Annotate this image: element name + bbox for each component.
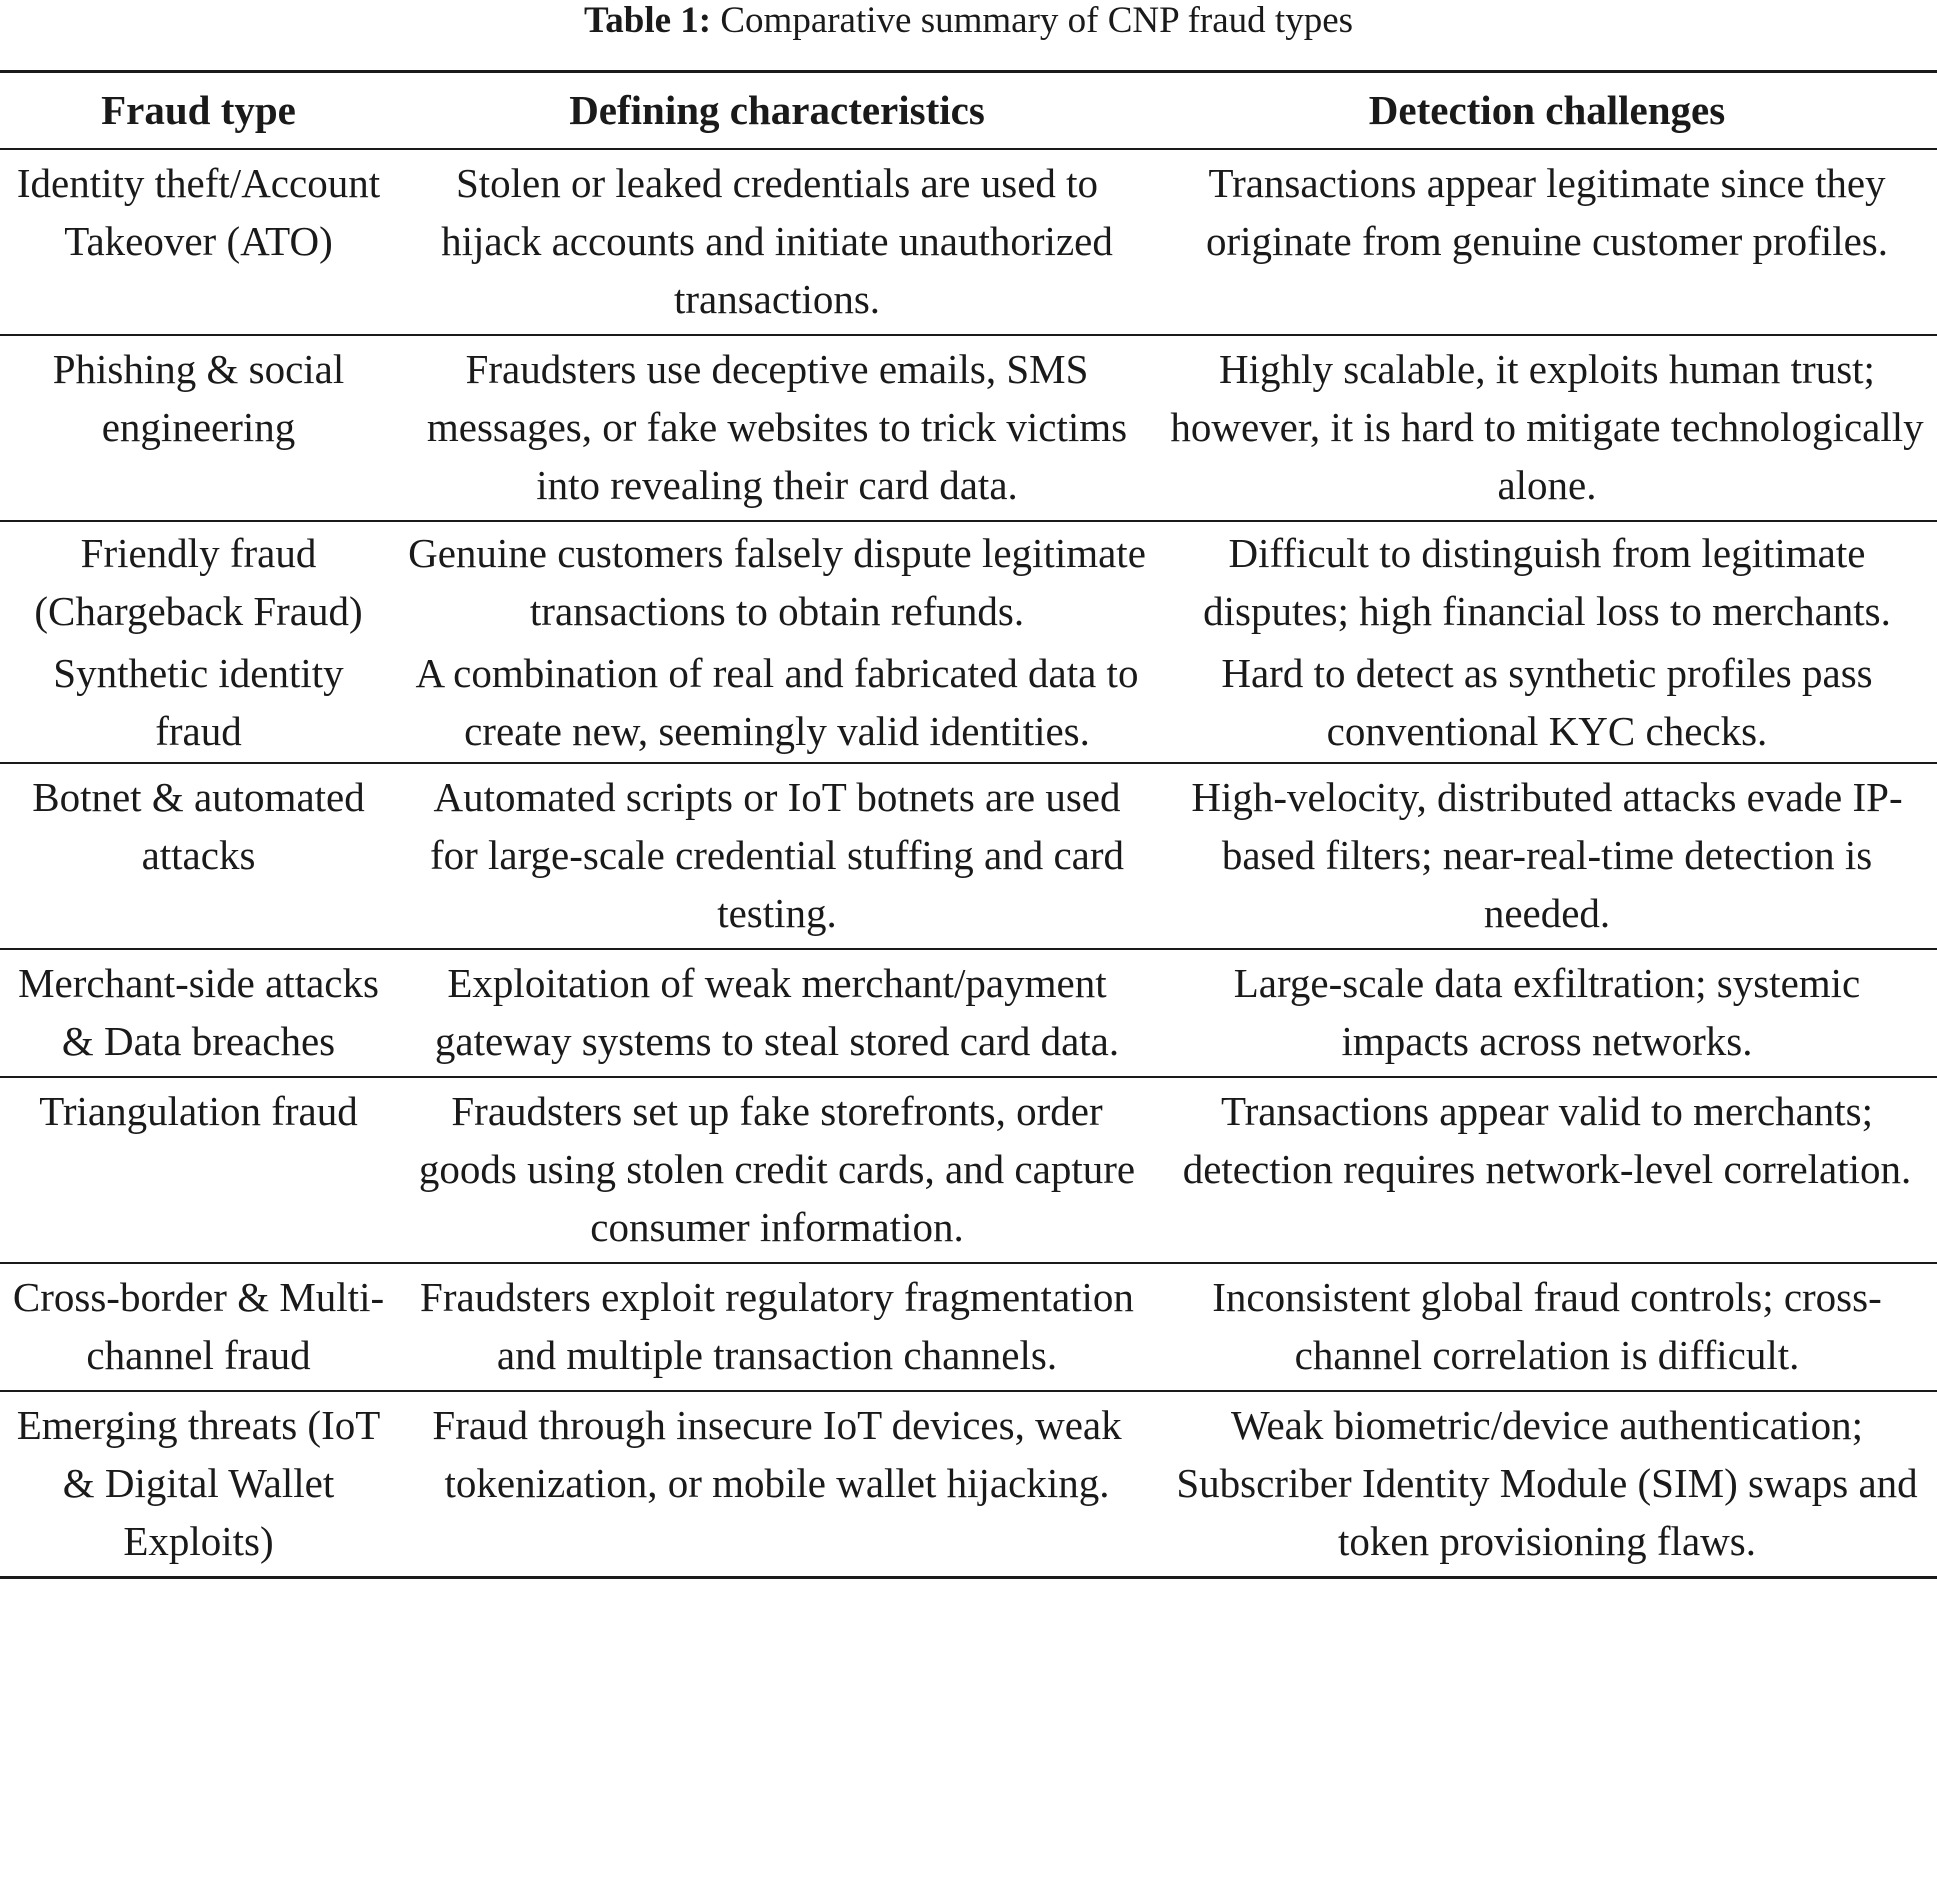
cell-challenges: Hard to detect as synthetic profiles pass conventional KYC checks. xyxy=(1157,642,1937,763)
header-defining-characteristics: Defining characteristics xyxy=(397,72,1157,149)
table-row xyxy=(0,149,1937,335)
cell-fraud-type: Triangulation fraud xyxy=(0,1077,397,1263)
cell-characteristics: Fraudsters set up fake storefronts, order goods using stolen credit cards, and capture consumer information. xyxy=(397,1077,1157,1263)
cell-challenges: Weak biometric/device authentication; Subscriber Identity Module (SIM) swaps and token provisioning flaws. xyxy=(1157,1391,1937,1578)
cell-fraud-type: Friendly fraud (Chargeback Fraud) xyxy=(34,529,363,634)
cell-characteristics: Fraudsters exploit regulatory fragmentation and multiple transaction channels. xyxy=(397,1263,1157,1391)
table-row xyxy=(0,763,1937,949)
cell-characteristics: A combination of real and fabricated data to create new, seemingly valid identities. xyxy=(397,642,1157,763)
table-caption-label: Table 1: xyxy=(583,0,712,41)
cell-characteristics: Genuine customers falsely dispute legitimate transactions to obtain refunds. xyxy=(408,529,1146,634)
cell-fraud-type: Phishing & social engineering xyxy=(0,335,397,521)
table-row xyxy=(0,949,1937,1077)
cell-fraud-type: Cross-border & Multi-channel fraud xyxy=(0,1263,397,1391)
table-row xyxy=(0,642,1937,763)
cell-fraud-type: Identity theft/Account Takeover (ATO) xyxy=(0,149,397,335)
cell-fraud-type: Merchant-side attacks & Data breaches xyxy=(0,949,397,1077)
cell-fraud-type: Synthetic identity fraud xyxy=(0,642,397,763)
cell-challenges: Difficult to distinguish from legitimate disputes; high financial loss to merchants. xyxy=(1203,529,1891,634)
table-row xyxy=(0,521,1937,642)
table-row xyxy=(0,1263,1937,1391)
table-header-row xyxy=(0,72,1937,149)
cell-characteristics: Automated scripts or IoT botnets are used for large-scale credential stuffing and card testing. xyxy=(397,763,1157,949)
fraud-types-table xyxy=(0,70,1937,1579)
header-fraud-type: Fraud type xyxy=(0,72,397,149)
cell-characteristics: Fraud through insecure IoT devices, weak tokenization, or mobile wallet hijacking. xyxy=(397,1391,1157,1578)
cell-challenges: Highly scalable, it exploits human trust; however, it is hard to mitigate technologically alone. xyxy=(1157,335,1937,521)
table-caption xyxy=(0,0,1937,42)
cell-characteristics: Fraudsters use deceptive emails, SMS messages, or fake websites to trick victims into revealing their card data. xyxy=(397,335,1157,521)
table-row xyxy=(0,1391,1937,1578)
table-row xyxy=(0,1077,1937,1263)
cell-challenges: Transactions appear legitimate since they originate from genuine customer profiles. xyxy=(1157,149,1937,335)
cell-fraud-type: Emerging threats (IoT & Digital Wallet Exploits) xyxy=(0,1391,397,1578)
cell-challenges: Large-scale data exfiltration; systemic impacts across networks. xyxy=(1157,949,1937,1077)
header-detection-challenges: Detection challenges xyxy=(1157,72,1937,149)
cell-fraud-type: Botnet & automated attacks xyxy=(0,763,397,949)
cell-characteristics: Stolen or leaked credentials are used to hijack accounts and initiate unauthorized transactions. xyxy=(397,149,1157,335)
cell-challenges: Inconsistent global fraud controls; cross-channel correlation is difficult. xyxy=(1157,1263,1937,1391)
cell-challenges: Transactions appear valid to merchants; detection requires network-level correlation. xyxy=(1157,1077,1937,1263)
table-caption-text: Comparative summary of CNP fraud types xyxy=(720,0,1354,41)
cell-characteristics: Exploitation of weak merchant/payment gateway systems to steal stored card data. xyxy=(397,949,1157,1077)
table-row xyxy=(0,335,1937,521)
cell-challenges: High-velocity, distributed attacks evade IP-based filters; near-real-time detection is needed. xyxy=(1157,763,1937,949)
